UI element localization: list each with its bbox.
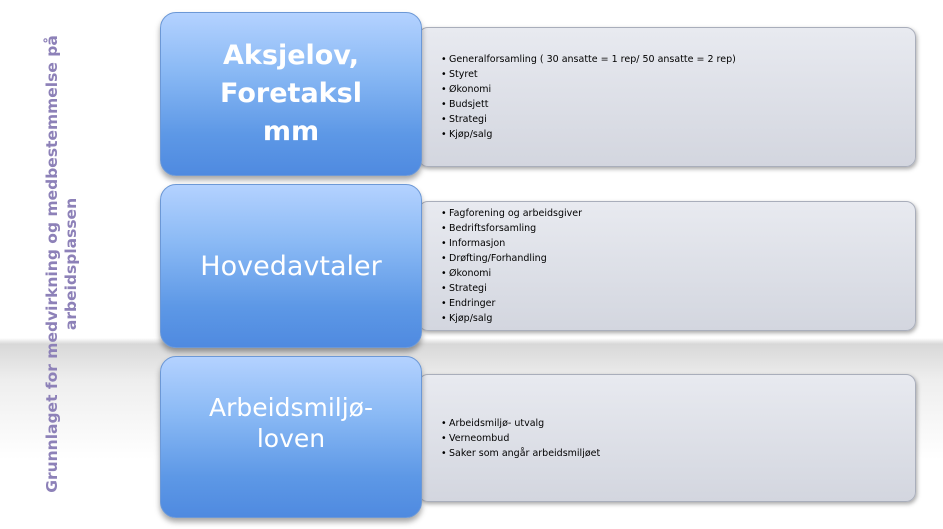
section-arbeidsmiljo-heading xyxy=(160,356,422,518)
list-item: • Endringer xyxy=(441,296,582,311)
section-aksjelov-heading-text: Aksjelov, Foretaksl mm xyxy=(220,40,362,147)
side-title-line2: arbeidsplassen xyxy=(62,197,80,331)
list-item: • Strategi xyxy=(441,281,582,296)
section-arbeidsmiljo-heading-text: Arbeidsmiljø-loven xyxy=(209,393,373,453)
section-aksjelov-heading xyxy=(160,12,422,176)
list-item: • Saker som angår arbeidsmiljøet xyxy=(441,446,600,461)
list-item: • Drøfting/Forhandling xyxy=(441,251,582,266)
section-arbeidsmiljo-list xyxy=(441,416,600,461)
list-item: • Bedriftsforsamling xyxy=(441,221,582,236)
side-label xyxy=(0,0,140,529)
list-item: • Arbeidsmiljø- utvalg xyxy=(441,416,600,431)
section-hovedavtaler-list xyxy=(441,206,582,326)
list-item: • Budsjett xyxy=(441,97,736,112)
list-item: • Verneombud xyxy=(441,431,600,446)
section-aksjelov-details xyxy=(418,27,916,167)
list-item: • Generalforsamling ( 30 ansatte = 1 rep/ 50 ansatte = 2 rep) xyxy=(441,52,736,67)
list-item: • Kjøp/salg xyxy=(441,127,736,142)
side-title-line1: Grunnlaget for medvirkning og medbestemmelse på xyxy=(43,35,61,493)
list-item: • Styret xyxy=(441,67,736,82)
list-item: • Økonomi xyxy=(441,82,736,97)
list-item: • Informasjon xyxy=(441,236,582,251)
section-hovedavtaler-heading xyxy=(160,184,422,348)
side-title xyxy=(43,24,81,504)
list-item: • Kjøp/salg xyxy=(441,311,582,326)
section-arbeidsmiljo-details xyxy=(418,374,916,502)
list-item: • Økonomi xyxy=(441,266,582,281)
list-item: • Strategi xyxy=(441,112,736,127)
section-hovedavtaler-details xyxy=(418,201,916,331)
section-aksjelov-list xyxy=(441,52,736,142)
list-item: • Fagforening og arbeidsgiver xyxy=(441,206,582,221)
section-hovedavtaler-heading-text: Hovedavtaler xyxy=(200,250,382,282)
